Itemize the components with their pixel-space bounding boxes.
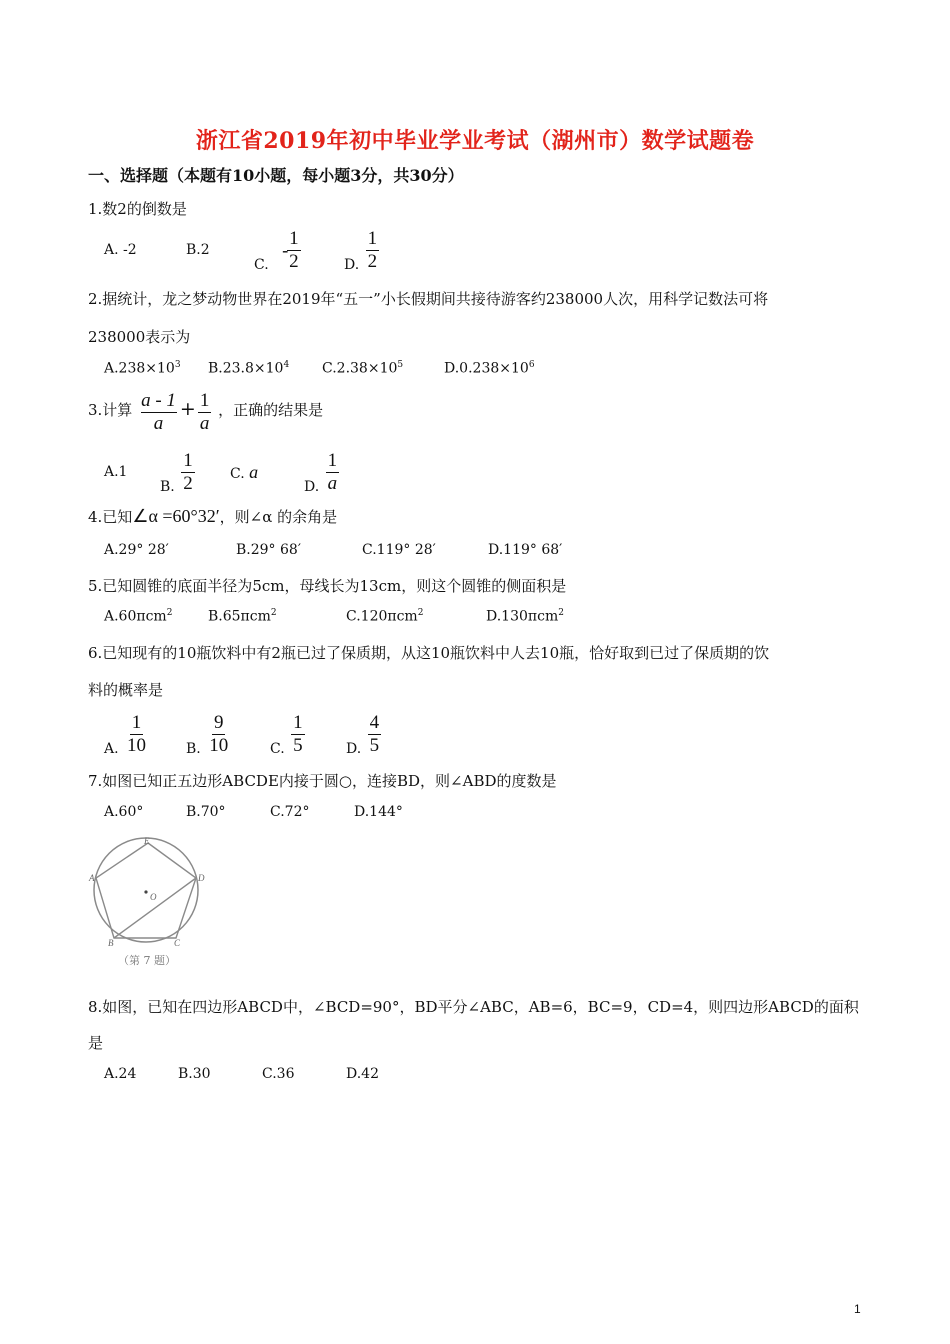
question-8-line-2: 是 [88, 1034, 104, 1052]
option-a: A.29° 28′ [104, 542, 169, 558]
option-c: C.72° [270, 804, 310, 820]
question-2-line-1: 2.据统计，龙之梦动物世界在2019年“五一”小长假期间共接待游客约238000人次，用科学记数法可将 [88, 290, 769, 308]
option-b: B.30 [178, 1066, 211, 1082]
option-d: D.42 [346, 1066, 379, 1082]
question-8-line-1: 8.如图，已知在四边形ABCD中，∠BCD=90°，BD平分∠ABC，AB=6，BC=9，CD=4，则四边形ABCD的面积 [88, 998, 859, 1016]
label-c: C [174, 938, 181, 948]
fraction: $\frac{1}{2}$ [183, 450, 193, 494]
option-c: C. a [230, 462, 259, 482]
option-b: B.65πcm$^2$ [208, 608, 277, 625]
option-b: B.29° 68′ [236, 542, 301, 558]
option-a: A.24 [104, 1066, 137, 1082]
option-a: A.1 [104, 464, 128, 480]
option-d: D. $\frac{1}{2}$ [344, 228, 378, 273]
fraction: $\frac{a - 1}{a}$ [141, 390, 176, 434]
option-d: D.130πcm$^2$ [486, 608, 564, 625]
pentagon-circle-figure [88, 834, 208, 974]
circumscribed-circle [94, 838, 198, 942]
option-c: C.119° 28′ [362, 542, 436, 558]
label-o: O [150, 892, 157, 902]
label-d: D [198, 873, 205, 883]
option-c: C.36 [262, 1066, 295, 1082]
option-c: C. $\frac{1}{2}$ - [254, 228, 299, 273]
option-a: $A.238\times 10^3$ [104, 360, 181, 377]
option-d: $D.0.238\times 10^6$ [444, 360, 535, 377]
question-2-line-2: 238000表示为 [88, 328, 191, 346]
fraction: $\frac{1}{a}$ [327, 450, 338, 494]
figure-caption: （第 7 题） [118, 954, 176, 967]
center-point-o [144, 890, 147, 893]
question-4: 4.已知∠α =60°32′，则∠α 的余角是 [88, 506, 338, 526]
question-6-line-2: 料的概率是 [88, 681, 164, 699]
option-b: $B.23.8\times 10^4$ [208, 360, 290, 377]
option-c: C. $\frac{1}{5}$ [270, 712, 303, 757]
option-d: D. $\frac{4}{5}$ [346, 712, 380, 757]
label-b: B [108, 938, 114, 948]
question-7: 7.如图已知正五边形ABCDE内接于圆○，连接BD，则∠ABD的度数是 [88, 772, 557, 790]
label-a: A [89, 873, 95, 883]
fraction: $\frac{1}{a}$ [199, 390, 210, 434]
question-3: 3.计算 $\frac{a - 1}{a}$ + $\frac{1}{a}$ ，正确的结果是 [88, 390, 324, 434]
section-heading: 一、选择题（本题有10小题，每小题3分，共30分） [88, 166, 464, 185]
option-a: A.60° [104, 804, 144, 820]
option-b: B.2 [186, 242, 210, 258]
option-d: D.119° 68′ [488, 542, 563, 558]
option-a: A. $\frac{1}{10}$ [104, 712, 147, 757]
option-c: C.120πcm$^2$ [346, 608, 424, 625]
page-number: 1 [854, 1302, 861, 1316]
fraction: $\frac{1}{2}$ [367, 228, 378, 272]
label-e: E [144, 836, 150, 846]
option-b: B. $\frac{1}{2}$ [160, 450, 193, 495]
option-b: B. $\frac{9}{10}$ [186, 712, 229, 757]
page-title: 浙江省2019年初中毕业学业考试（湖州市）数学试题卷 [195, 128, 755, 154]
question-5: 5.已知圆锥的底面半径为5cm，母线长为13cm，则这个圆锥的侧面积是 [88, 577, 567, 595]
option-b: B.70° [186, 804, 226, 820]
segment-bd [114, 878, 196, 938]
option-d: D.144° [354, 804, 403, 820]
fraction: $\frac{1}{2}$ [289, 228, 299, 272]
question-6-line-1: 6.已知现有的10瓶饮料中有2瓶已过了保质期，从这10瓶饮料中人去10瓶，恰好取到已过了保质期的饮 [88, 644, 770, 662]
question-1: 1.数2的倒数是 [88, 200, 187, 218]
option-a: A.60πcm$^2$ [104, 608, 173, 625]
option-a: A. -2 [104, 242, 137, 258]
option-d: D. $\frac{1}{a}$ [304, 450, 338, 495]
option-c: $C.2.38\times 10^5$ [322, 360, 404, 377]
